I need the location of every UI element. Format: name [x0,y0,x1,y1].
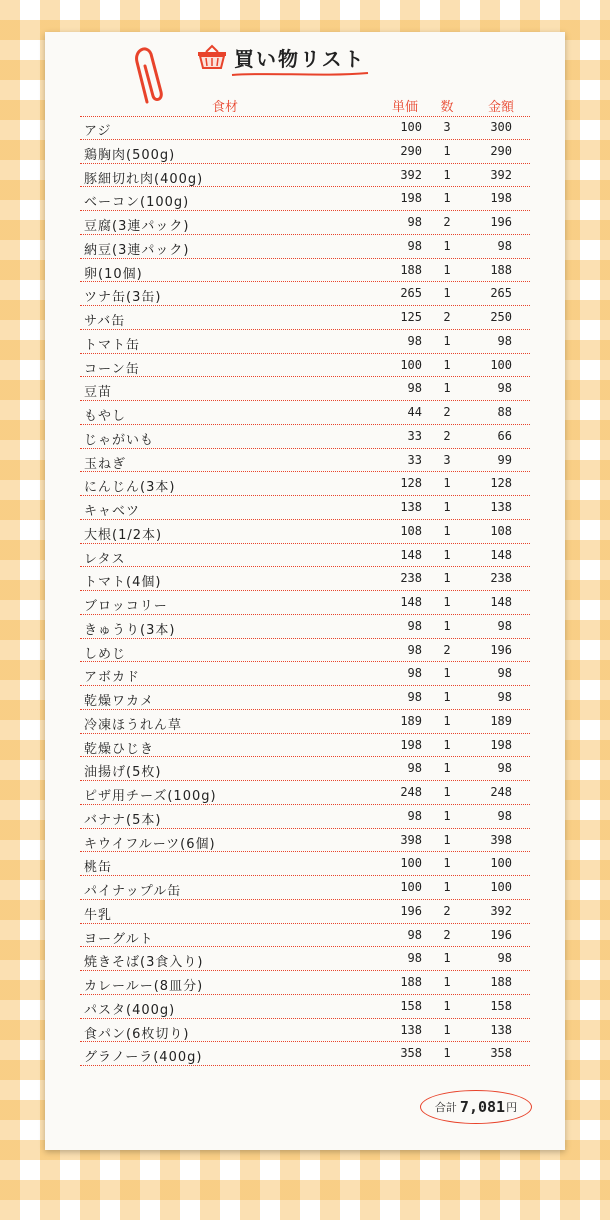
item-qty: 1 [443,1022,451,1037]
table-row [80,496,530,520]
item-total: 196 [490,215,512,229]
table-header [80,94,530,116]
item-price: 98 [407,761,422,776]
table-row [80,900,530,924]
table-row [80,306,530,330]
item-name: ツナ缶(3缶) [84,290,162,306]
item-price: 158 [400,998,422,1013]
item-name: ピザ用チーズ(100g) [84,789,217,804]
item-price: 238 [400,571,422,586]
table-row [80,781,530,805]
table-row [80,377,530,401]
table-row [80,520,530,544]
item-name: グラノーラ(400g) [84,1050,203,1066]
item-total: 98 [497,618,512,633]
item-qty: 3 [443,452,451,467]
item-price: 100 [400,120,422,134]
table-row [80,995,530,1019]
table-row [80,211,530,235]
item-name: 桃缶 [84,860,113,876]
item-qty: 2 [443,215,451,229]
item-total: 108 [490,523,512,538]
item-total: 98 [497,333,512,348]
item-name: もやし [84,409,127,424]
item-price: 98 [407,951,422,966]
item-qty: 2 [443,405,451,419]
item-qty: 1 [443,191,451,206]
item-qty: 1 [443,286,451,301]
item-price: 98 [407,642,422,657]
item-total: 138 [490,1022,512,1037]
item-total: 100 [490,880,512,894]
item-price: 98 [407,927,422,942]
item-name: 油揚げ(5枚) [84,765,162,781]
item-qty: 1 [443,785,451,799]
item-qty: 2 [443,428,451,443]
item-name: じゃがいも [84,432,155,448]
item-list [80,116,530,1066]
item-name: 鶏胸肉(500g) [84,147,176,163]
item-total: 100 [490,357,512,372]
item-price: 188 [400,975,422,989]
item-total: 250 [490,310,512,324]
item-qty: 2 [443,310,451,324]
table-row [80,116,530,140]
item-total: 188 [490,975,512,989]
item-name: アジ [84,124,112,139]
item-name: ブロッコリー [84,599,168,614]
item-price: 98 [407,808,422,823]
item-qty: 1 [443,1046,451,1061]
item-name: ベーコン(100g) [84,195,190,211]
item-qty: 2 [443,927,451,942]
item-total: 300 [490,120,512,134]
table-row [80,401,530,425]
item-name: 乾燥ワカメ [84,694,155,709]
item-price: 189 [400,713,422,728]
item-price: 128 [400,476,422,491]
item-name: コーン缶 [84,361,140,377]
basket-icon [196,44,228,70]
item-total: 98 [497,238,512,253]
table-row [80,852,530,876]
item-price: 290 [400,143,422,158]
item-price: 98 [407,381,422,396]
item-qty: 1 [443,761,451,776]
item-total: 265 [490,286,512,301]
item-name: 牛乳 [84,907,113,923]
item-price: 98 [407,690,422,704]
table-row [80,639,530,663]
total-unit: 円 [506,1101,518,1114]
item-total: 189 [490,713,512,728]
item-total: 98 [497,951,512,966]
table-row [80,567,530,591]
table-row [80,876,530,900]
item-name: サバ缶 [84,314,126,329]
table-row [80,140,530,164]
table-row [80,330,530,354]
item-qty: 1 [443,856,451,871]
title-underline [230,71,370,77]
table-row [80,591,530,615]
item-price: 44 [407,405,422,419]
total-label: 合計 [434,1101,457,1114]
item-total: 98 [497,761,512,776]
item-price: 125 [400,310,422,324]
table-row [80,449,530,473]
item-price: 98 [407,618,422,633]
item-qty: 2 [443,903,451,918]
item-qty: 1 [443,523,451,538]
item-price: 358 [400,1046,422,1061]
table-row [80,472,530,496]
item-price: 265 [400,286,422,301]
item-qty: 1 [443,690,451,704]
item-price: 398 [400,832,422,847]
item-total: 66 [497,428,512,443]
item-qty: 1 [443,262,451,277]
item-name: キウイフルーツ(6個) [84,836,216,852]
item-price: 188 [400,262,422,277]
table-row [80,1042,530,1066]
item-total: 358 [490,1046,512,1061]
table-row [80,259,530,283]
table-row [80,734,530,758]
item-qty: 1 [443,547,451,562]
item-qty: 1 [443,951,451,966]
item-name: ヨーグルト [84,931,154,947]
item-qty: 1 [443,571,451,586]
table-row [80,662,530,686]
page-title: 買い物リスト [234,46,366,71]
item-name: トマト(4個) [84,575,162,591]
table-row [80,544,530,568]
item-total: 99 [497,452,512,467]
item-name: カレールー(8皿分) [84,979,204,994]
item-name: キャベツ [84,504,141,519]
table-row [80,187,530,211]
header-name: 食材 [211,100,238,115]
item-qty: 1 [443,500,451,514]
item-name: 冷凍ほうれん草 [84,717,183,733]
item-total: 100 [490,856,512,871]
item-total: 398 [490,832,512,847]
item-price: 196 [400,903,422,918]
item-price: 100 [400,880,422,894]
table-row [80,282,530,306]
item-name: パスタ(400g) [84,1002,176,1018]
item-price: 148 [400,595,422,609]
item-name: 乾燥ひじき [84,741,155,757]
item-price: 98 [407,238,422,253]
item-qty: 1 [443,357,451,372]
item-total: 238 [490,571,512,586]
item-name: アボカド [84,670,141,686]
item-name: 豆腐(3連パック) [84,219,190,234]
table-row [80,805,530,829]
item-qty: 1 [443,143,451,158]
item-total: 98 [497,690,512,704]
item-price: 98 [407,666,422,681]
item-qty: 1 [443,808,451,823]
total-badge [420,1090,532,1124]
item-qty: 3 [443,120,451,134]
item-price: 98 [407,333,422,348]
item-total: 290 [490,143,512,158]
item-qty: 1 [443,832,451,847]
item-total: 128 [490,476,512,491]
item-total: 98 [497,808,512,823]
item-name: 卵(10個) [84,266,143,282]
item-total: 196 [490,642,512,657]
table-row [80,164,530,188]
item-name: バナナ(5本) [84,812,162,828]
header-price: 単価 [391,100,418,115]
table-row [80,1019,530,1043]
table-row [80,757,530,781]
item-total: 198 [490,191,512,206]
item-price: 198 [400,191,422,206]
item-total: 158 [490,998,512,1013]
item-total: 138 [490,500,512,514]
item-name: きゅうり(3本) [84,622,176,638]
item-price: 198 [400,737,422,752]
item-total: 188 [490,262,512,277]
item-price: 100 [400,357,422,372]
item-total: 98 [497,381,512,396]
item-qty: 1 [443,998,451,1013]
table-row [80,235,530,259]
item-name: 食パン(6枚切り) [84,1026,190,1042]
item-name: 豆苗 [84,385,113,401]
item-name: レタス [84,551,126,567]
header-qty: 数 [440,100,454,115]
item-total: 148 [490,547,512,562]
item-name: しめじ [84,646,127,662]
item-qty: 1 [443,333,451,348]
total-value: 7,081 [459,1098,506,1116]
item-qty: 1 [443,238,451,253]
table-row [80,354,530,378]
item-qty: 1 [443,666,451,681]
table-row [80,971,530,995]
table-row [80,615,530,639]
item-price: 33 [407,428,422,443]
item-price: 138 [400,500,422,514]
item-price: 108 [400,523,422,538]
item-qty: 1 [443,880,451,894]
item-price: 148 [400,547,422,562]
item-price: 392 [400,167,422,182]
item-qty: 1 [443,167,451,182]
item-total: 148 [490,595,512,609]
table-row [80,947,530,971]
item-qty: 1 [443,737,451,752]
item-price: 100 [400,856,422,871]
item-name: にんじん(3本) [84,480,176,496]
item-name: 納豆(3連パック) [84,242,190,258]
item-total: 88 [497,405,512,419]
header-total: 金額 [487,100,514,115]
item-name: パイナップル缶 [84,884,182,899]
item-qty: 1 [443,618,451,633]
table-row [80,924,530,948]
table-row [80,829,530,853]
item-qty: 2 [443,642,451,657]
table-row [80,425,530,449]
item-price: 248 [400,785,422,799]
page-title-group [196,40,366,74]
item-total: 392 [490,167,512,182]
table-row [80,686,530,710]
item-qty: 1 [443,975,451,989]
item-total: 98 [497,666,512,681]
item-total: 198 [490,737,512,752]
item-qty: 1 [443,713,451,728]
item-qty: 1 [443,476,451,491]
item-price: 138 [400,1022,422,1037]
item-qty: 1 [443,381,451,396]
item-name: 豚細切れ肉(400g) [84,171,204,187]
item-price: 33 [407,452,422,467]
item-total: 392 [490,903,512,918]
item-name: 玉ねぎ [84,456,127,472]
item-name: 大根(1/2本) [84,527,163,543]
item-total: 248 [490,785,512,799]
item-name: トマト缶 [84,337,141,353]
item-price: 98 [407,215,422,229]
item-qty: 1 [443,595,451,609]
table-row [80,710,530,734]
item-total: 196 [490,927,512,942]
item-name: 焼きそば(3食入り) [84,955,204,971]
